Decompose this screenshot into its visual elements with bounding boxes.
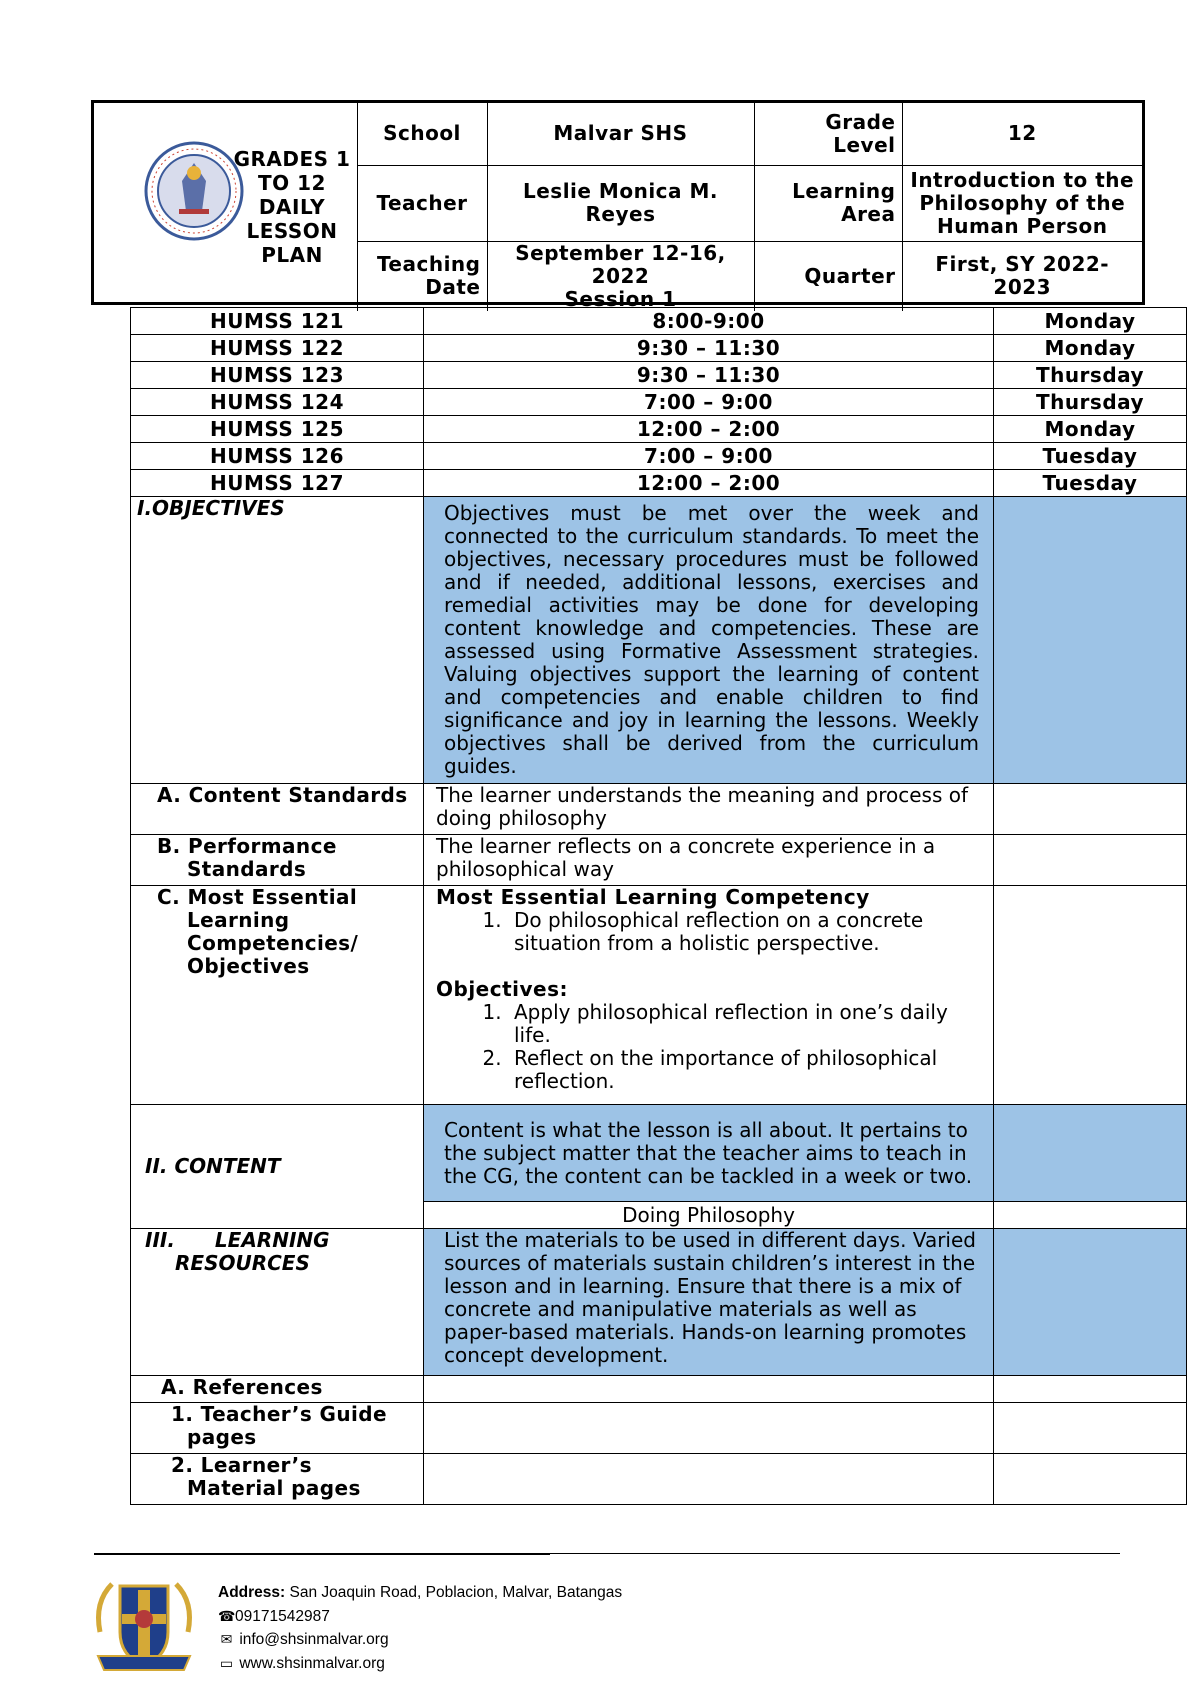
teachers-guide-row xyxy=(131,1403,1187,1454)
header-table xyxy=(94,103,1142,311)
learning-area-label: Learning Area xyxy=(754,165,902,241)
schedule-row: HUMSS 126 7:00 – 9:00 Tuesday xyxy=(131,443,1187,470)
references-row xyxy=(131,1376,1187,1403)
content-topic: Doing Philosophy xyxy=(424,1202,994,1229)
computer-icon: ▭ xyxy=(219,1654,234,1671)
school-crest-icon xyxy=(90,1572,198,1682)
footer-divider-thin xyxy=(550,1553,1120,1554)
melc-heading: Most Essential Learning Competency xyxy=(436,885,870,909)
teaching-date-label: Teaching Date xyxy=(357,241,487,311)
performance-standards-label: B. Performance Standards xyxy=(131,835,424,886)
teacher-label: Teacher xyxy=(357,165,487,241)
performance-standards-row xyxy=(131,835,1187,886)
schedule-row: HUMSS 124 7:00 – 9:00 Thursday xyxy=(131,389,1187,416)
content-standards-text: The learner understands the meaning and process of doing philosophy xyxy=(424,784,994,835)
footer-phone: ☎09171542987 xyxy=(218,1605,622,1629)
schedule-row: HUMSS 122 9:30 – 11:30 Monday xyxy=(131,335,1187,362)
footer-email[interactable]: ✉ info@shsinmalvar.org xyxy=(218,1628,622,1652)
competency-list: 1. Do philosophical reflection on a concrete situation from a holistic perspective. xyxy=(436,909,987,955)
teachers-guide-label: 1. Teacher’s Guide pages xyxy=(131,1403,424,1454)
content-heading: II. CONTENT xyxy=(131,1105,424,1229)
schedule-row: HUMSS 123 9:30 – 11:30 Thursday xyxy=(131,362,1187,389)
objectives-row xyxy=(131,497,1187,784)
quarter-value: First, SY 2022- 2023 xyxy=(902,241,1142,311)
lesson-plan-table xyxy=(130,307,1187,1505)
grade-level-label: Grade Level xyxy=(754,103,902,165)
resources-heading: III. LEARNING RESOURCES xyxy=(131,1229,424,1376)
header-logo-cell xyxy=(94,103,357,311)
content-text: Content is what the lesson is all about. It pertains to the subject matter that the teacher aims to teach in the CG, the content can be tackled in a week or two. xyxy=(424,1105,994,1202)
learners-material-label: 2. Learner’s Material pages xyxy=(131,1454,424,1505)
teaching-date-value: September 12-16, 2022 Session 1 xyxy=(487,241,754,311)
school-value: Malvar SHS xyxy=(487,103,754,165)
content-standards-row xyxy=(131,784,1187,835)
grade-level-value: 12 xyxy=(902,103,1142,165)
footer-divider xyxy=(94,1553,550,1555)
quarter-label: Quarter xyxy=(754,241,902,311)
references-label: A. References xyxy=(131,1376,424,1403)
lesson-plan-title: GRADES 1 TO 12 DAILY LESSON PLAN xyxy=(233,147,351,267)
deped-seal-icon xyxy=(144,141,244,241)
email-icon: ✉ xyxy=(220,1631,233,1647)
objective-list: 1. Apply philosophical reflection in one’s daily life. 2. Reflect on the importance of philosophical reflection. xyxy=(436,1001,987,1093)
footer-address: Address: San Joaquin Road, Poblacion, Malvar, Batangas xyxy=(218,1584,623,1601)
schedule-row: HUMSS 125 12:00 – 2:00 Monday xyxy=(131,416,1187,443)
melc-label: C. Most Essential Learning Competencies/ Objectives xyxy=(131,886,424,1105)
schedule-row: HUMSS 121 8:00-9:00 Monday xyxy=(131,308,1187,335)
objectives-notes xyxy=(994,497,1187,784)
objectives-heading: I.OBJECTIVES xyxy=(131,497,424,784)
footer-contact xyxy=(218,1582,622,1675)
objectives-subheading: Objectives: xyxy=(436,977,569,1001)
learners-material-row xyxy=(131,1454,1187,1505)
content-row xyxy=(131,1105,1187,1202)
performance-standards-text: The learner reflects on a concrete experience in a philosophical way xyxy=(424,835,994,886)
schedule-row: HUMSS 127 12:00 – 2:00 Tuesday xyxy=(131,470,1187,497)
melc-row xyxy=(131,886,1187,1105)
teacher-value: Leslie Monica M. Reyes xyxy=(487,165,754,241)
resources-row xyxy=(131,1229,1187,1376)
phone-icon: ☎ xyxy=(218,1607,236,1624)
content-standards-label: A. Content Standards xyxy=(131,784,424,835)
school-label: School xyxy=(357,103,487,165)
melc-content xyxy=(424,886,994,1105)
schedule-rows xyxy=(131,308,1187,497)
header-block xyxy=(91,100,1145,311)
footer-website[interactable]: ▭ www.shsinmalvar.org xyxy=(218,1652,622,1676)
resources-text: List the materials to be used in different days. Varied sources of materials sustain children’s interest in the lesson and in learning. Ensure that there is a mix of concrete and manipulative materials as well as paper-based materials. Hands-on learning promotes concept development. xyxy=(424,1229,994,1376)
objectives-text: Objectives must be met over the week and connected to the curriculum standards. To meet the objectives, necessary procedures must be followed and if needed, additional lessons, exercises and remedial activities may be done for developing content knowledge and competencies. These are assessed using Formative Assessment strategies. Valuing objectives support the learning of content and competencies and enable children to find significance and joy in learning the lessons. Weekly objectives shall be derived from the curriculum guides. xyxy=(424,497,994,784)
learning-area-value: Introduction to the Philosophy of the Human Person xyxy=(902,165,1142,241)
